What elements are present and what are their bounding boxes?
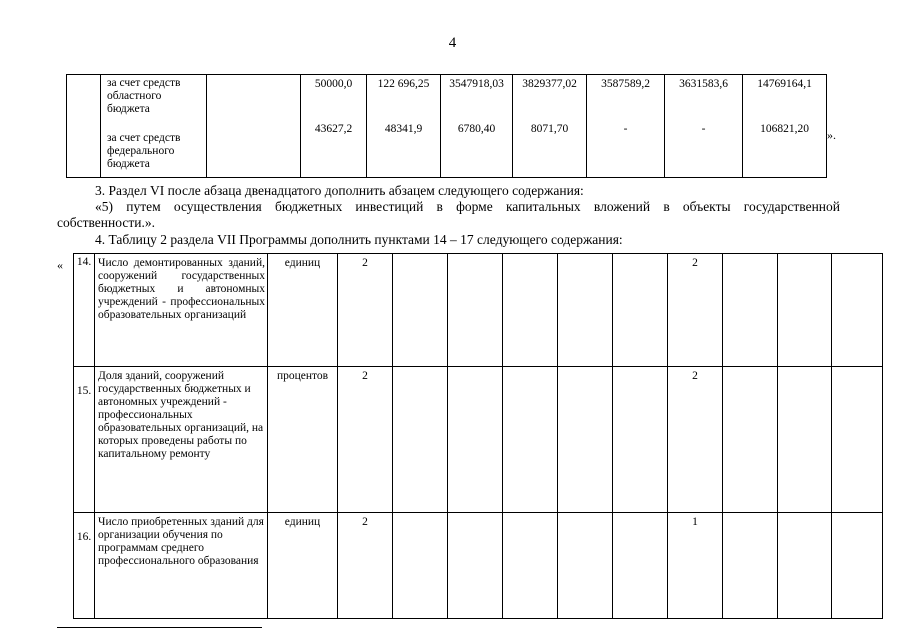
indicator-value-2: 2 [668,254,723,367]
empty-cell [448,513,503,619]
empty-cell [503,513,558,619]
indicator-description: Число приобретенных зданий для организации обучения по программам среднего профессионального образования [95,513,268,619]
row-number: 16. [74,513,95,619]
empty-cell [503,367,558,513]
empty-cell [393,254,448,367]
empty-cell [613,367,668,513]
paragraph-5-line-1: «5) путем осуществления бюджетных инвестиций в форме капитальных вложений в объекты государственной [95,199,840,214]
indicator-value-1: 2 [338,254,393,367]
value-federal: 8071,70 [530,123,569,135]
empty-cell [832,513,883,619]
value-regional: 14769164,1 [757,78,812,90]
indicator-value-1: 2 [338,367,393,513]
empty-cell [393,367,448,513]
funding-row [67,75,827,178]
value-federal: 6780,40 [457,123,496,135]
footnote-divider [57,627,262,628]
empty-cell [67,75,101,178]
value-federal: - [701,123,706,135]
value-regional: 3547918,03 [449,78,504,90]
empty-cell [778,254,832,367]
value-regional: 3631583,6 [679,78,728,90]
empty-cell [558,513,613,619]
funding-source-cell [101,75,207,178]
empty-cell [613,254,668,367]
indicators-table [73,253,883,619]
indicator-row [74,513,883,619]
empty-cell [613,513,668,619]
value-federal: - [623,123,628,135]
empty-cell [448,254,503,367]
empty-cell [723,513,778,619]
funding-source-regional: за счет средств областного бюджета [107,77,181,115]
empty-cell [558,367,613,513]
paragraph-3: 3. Раздел VI после абзаца двенадцатого дополнить абзацем следующего содержания: [95,183,584,198]
closing-quote: ». [827,128,836,142]
empty-cell [778,367,832,513]
indicator-description: Доля зданий, сооружений государственных бюджетных и автономных учреждений - профессиональных образовательных организаций, на которых проведены работы по капитальному ремонту [95,367,268,513]
empty-cell [723,254,778,367]
empty-cell [503,254,558,367]
empty-cell [832,254,883,367]
indicator-value-2: 2 [668,367,723,513]
indicator-unit: единиц [268,254,338,367]
indicator-row [74,367,883,513]
opening-quote: « [57,258,63,272]
indicator-unit: единиц [268,513,338,619]
empty-cell [778,513,832,619]
value-federal: 106821,20 [760,123,809,135]
empty-cell [832,367,883,513]
paragraph-5-line-2: собственности.». [57,215,155,230]
row-number: 14. [74,254,95,367]
paragraph-4: 4. Таблицу 2 раздела VII Программы дополнить пунктами 14 – 17 следующего содержания: [95,232,623,247]
empty-cell [558,254,613,367]
value-regional: 122 696,25 [377,78,430,90]
value-regional: 3587589,2 [601,78,650,90]
value-federal: 43627,2 [314,123,353,135]
value-regional: 50000,0 [314,78,353,90]
page-number: 4 [448,35,457,51]
indicator-unit: процентов [268,367,338,513]
indicator-value-2: 1 [668,513,723,619]
empty-cell [723,367,778,513]
empty-cell [448,367,503,513]
indicator-description: Число демонтированных зданий, сооружений государственных бюджетных и автономных учреждений - профессиональных образовательных организаций [95,254,268,367]
funding-table [66,74,827,178]
row-number: 15. [74,367,95,513]
empty-cell [393,513,448,619]
value-federal: 48341,9 [384,123,423,135]
indicator-value-1: 2 [338,513,393,619]
empty-cell [207,75,301,178]
indicator-row [74,254,883,367]
value-regional: 3829377,02 [522,78,577,90]
funding-source-federal: за счет средств федерального бюджета [107,132,181,170]
